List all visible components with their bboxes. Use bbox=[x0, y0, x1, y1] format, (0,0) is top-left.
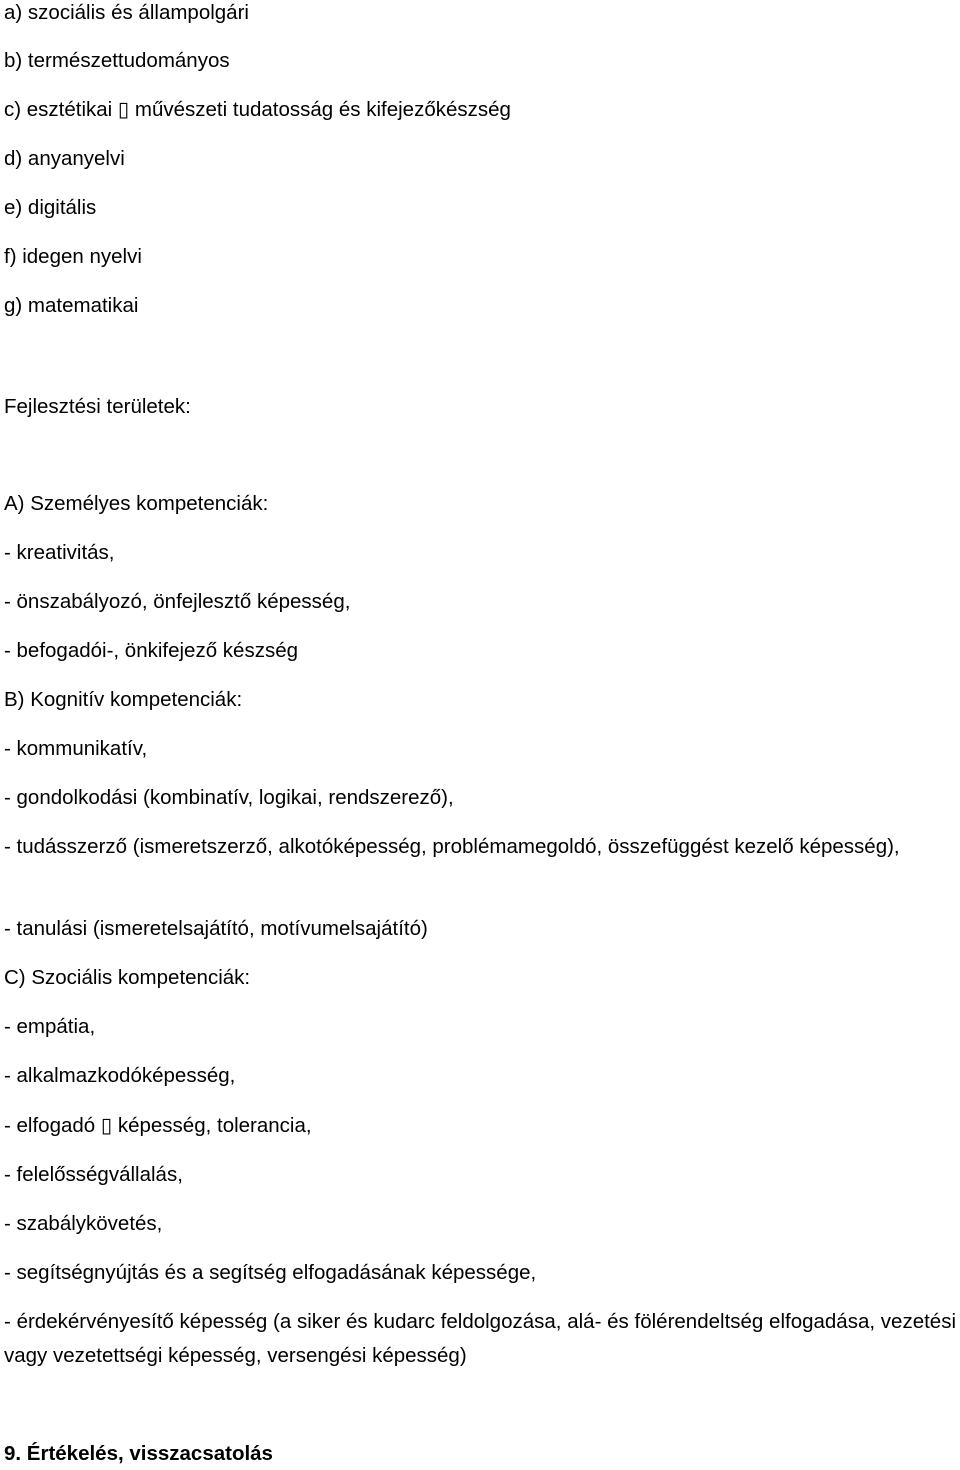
competence-item-g: g) matematikai bbox=[4, 294, 139, 317]
development-areas-heading: Fejlesztési területek: bbox=[4, 395, 191, 418]
section-9-heading: 9. Értékelés, visszacsatolás bbox=[4, 1442, 273, 1465]
section-b-item: - tanulási (ismeretelsajátító, motívumelsajátító) bbox=[4, 917, 428, 940]
section-c-item: - empátia, bbox=[4, 1015, 96, 1038]
section-c-item: - alkalmazkodóképesség, bbox=[4, 1064, 236, 1087]
section-b-item: - gondolkodási (kombinatív, logikai, rendszerező), bbox=[4, 786, 454, 809]
competence-item-a: a) szociális és állampolgári bbox=[4, 1, 249, 24]
competence-item-e: e) digitális bbox=[4, 196, 97, 219]
section-b-item: - kommunikatív, bbox=[4, 737, 148, 760]
section-c-title: C) Szociális kompetenciák: bbox=[4, 966, 251, 989]
section-a-item: - önszabályozó, önfejlesztő képesség, bbox=[4, 590, 351, 613]
section-b-item: - tudásszerző (ismeretszerző, alkotóképesség, problémamegoldó, összefüggést kezelő képesség), bbox=[4, 835, 900, 858]
section-a-title: A) Személyes kompetenciák: bbox=[4, 492, 269, 515]
section-c-item: - szabálykövetés, bbox=[4, 1212, 163, 1235]
section-c-item: - segítségnyújtás és a segítség elfogadásának képessége, bbox=[4, 1261, 537, 1284]
section-a-item: - kreativitás, bbox=[4, 541, 115, 564]
competence-item-b: b) természettudományos bbox=[4, 49, 230, 72]
competence-item-c: c) esztétikai ▯ művészeti tudatosság és kifejezőkészség bbox=[4, 98, 511, 121]
section-c-item: - felelősségvállalás, bbox=[4, 1163, 183, 1186]
competence-item-f: f) idegen nyelvi bbox=[4, 245, 142, 268]
section-c-item: - elfogadó ▯ képesség, tolerancia, bbox=[4, 1114, 312, 1137]
section-b-title: B) Kognitív kompetenciák: bbox=[4, 688, 243, 711]
competence-item-d: d) anyanyelvi bbox=[4, 147, 125, 170]
section-a-item: - befogadói-, önkifejező készség bbox=[4, 639, 299, 662]
section-c-item: - érdekérvényesítő képesség (a siker és kudarc feldolgozása, alá- és fölérendeltség elfogadása, vezetési vagy vezetettségi képesség, versengési képesség) bbox=[4, 1310, 956, 1367]
